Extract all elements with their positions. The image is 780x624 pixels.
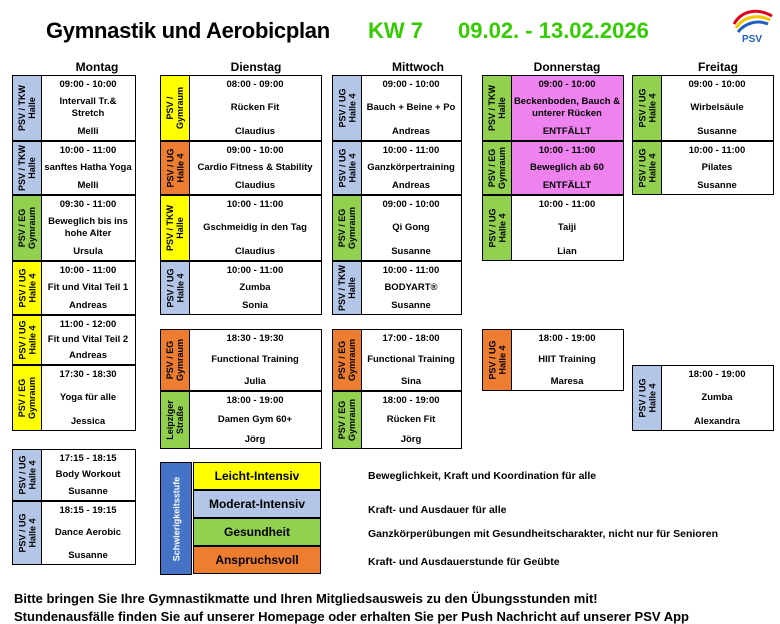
- location-label: PSV / UG Halle 4: [483, 196, 512, 260]
- page-title: Gymnastik und Aerobicplan: [46, 18, 330, 43]
- session-card: [160, 141, 322, 195]
- session-instructor: Andreas: [391, 126, 430, 137]
- session-class: Fit und Vital Teil 1: [47, 282, 129, 293]
- session-time: 09:00 - 10:00: [688, 79, 746, 90]
- session-instructor: Sonia: [242, 300, 268, 311]
- session-time: 10:00 - 11:00: [226, 265, 284, 276]
- location-label: Leipziger Straße: [161, 392, 190, 448]
- session-card: [332, 195, 462, 261]
- legend-desc-moderat: Kraft- und Ausdauer für alle: [368, 504, 507, 516]
- session-instructor: Susanne: [697, 180, 737, 191]
- session-time: 18:00 - 19:00: [226, 395, 284, 406]
- session-class: Rücken Fit: [230, 102, 280, 113]
- location-label: PSV / EG Gymraum: [13, 366, 42, 430]
- session-card: [482, 195, 624, 261]
- location-label: PSV / TKW Halle: [13, 142, 42, 194]
- legend-desc-gesundheit: Ganzkörperübungen mit Gesundheitscharakter, nicht nur für Senioren: [368, 528, 719, 540]
- session-class: Zumba: [239, 282, 271, 293]
- session-class: Yoga für alle: [59, 392, 117, 403]
- day-header-monday: Montag: [75, 60, 119, 74]
- session-class: Pilates: [701, 162, 733, 173]
- session-instructor: Susanne: [391, 246, 431, 257]
- session-instructor: Susanne: [391, 300, 431, 311]
- session-card: [632, 75, 774, 141]
- session-time: 09:00 - 10:00: [382, 199, 440, 210]
- session-instructor: ENTFÄLLT: [542, 180, 592, 191]
- session-time: 09:30 - 11:00: [59, 199, 117, 210]
- session-time: 10:00 - 11:00: [59, 145, 117, 156]
- session-time: 08:00 - 09:00: [226, 79, 284, 90]
- location-label: PSV / EG Gymraum: [333, 392, 362, 448]
- session-class: Qi Gong: [392, 222, 430, 233]
- session-time: 17:30 - 18:30: [59, 369, 117, 380]
- location-label: PSV / EG Gymraum: [483, 142, 512, 194]
- session-time: 09:00 - 10:00: [538, 79, 596, 90]
- session-class: Functional Training: [367, 354, 455, 365]
- session-time: 18:00 - 19:00: [538, 333, 596, 344]
- session-class: sanftes Hatha Yoga: [44, 162, 132, 173]
- session-time: 09:00 - 10:00: [382, 79, 440, 90]
- location-label: PSV / UG Halle 4: [13, 262, 42, 314]
- date-range: 09.02. - 13.02.2026: [458, 18, 649, 43]
- session-card: [12, 365, 136, 431]
- legend-item-leicht: Leicht-Intensiv: [193, 462, 321, 490]
- session-instructor: Claudius: [234, 180, 276, 191]
- session-time: 11:00 - 12:00: [59, 319, 117, 330]
- session-time: 17:00 - 18:00: [382, 333, 440, 344]
- session-time: 10:00 - 11:00: [538, 199, 596, 210]
- session-card: [332, 329, 462, 391]
- session-card: [332, 261, 462, 315]
- session-time: 10:00 - 11:00: [382, 145, 440, 156]
- session-class: Functional Training: [211, 354, 299, 365]
- session-time: 18:00 - 19:00: [382, 395, 440, 406]
- day-header-wednesday: Mittwoch: [392, 60, 444, 74]
- location-label: PSV / TKW Halle: [13, 76, 42, 140]
- session-class: Bauch + Beine + Po: [366, 102, 456, 113]
- session-instructor: Andreas: [391, 180, 430, 191]
- psv-logo: [728, 6, 776, 46]
- location-label: PSV / UG Halle 4: [13, 502, 42, 564]
- session-instructor: ENTFÄLLT: [542, 126, 592, 137]
- session-time: 09:00 - 10:00: [59, 79, 117, 90]
- day-header-tuesday: Dienstag: [230, 60, 282, 74]
- session-class: Beweglich bis ins hohe Alter: [48, 216, 128, 239]
- session-time: 09:00 - 10:00: [226, 145, 284, 156]
- location-label: PSV / UG Halle 4: [13, 316, 42, 364]
- week-number: KW 7: [368, 18, 423, 43]
- session-card: [632, 141, 774, 195]
- location-label: PSV / UG Halle 4: [633, 366, 662, 430]
- location-label: PSV / TKW Halle: [483, 76, 512, 140]
- session-instructor: Melli: [77, 126, 99, 137]
- location-label: PSV / TKW Halle: [333, 262, 362, 314]
- session-time: 10:00 - 11:00: [688, 145, 746, 156]
- legend-item-gesundheit: Gesundheit: [193, 518, 321, 546]
- location-label: PSV / EG Gymraum: [333, 330, 362, 390]
- session-instructor: Ursula: [73, 246, 103, 257]
- session-card: [12, 449, 136, 501]
- location-label: PSV / UG Halle 4: [333, 142, 362, 194]
- session-card: [332, 75, 462, 141]
- session-card: [160, 75, 322, 141]
- legend-desc-leicht: Beweglichkeit, Kraft und Koordination für alle: [368, 470, 597, 482]
- session-instructor: Maresa: [550, 376, 584, 387]
- session-card: [482, 329, 624, 391]
- session-time: 18:00 - 19:00: [688, 369, 746, 380]
- session-card: [482, 75, 624, 141]
- session-instructor: Jörg: [244, 434, 266, 445]
- session-card: [12, 141, 136, 195]
- session-card: [12, 195, 136, 261]
- session-card: [12, 501, 136, 565]
- session-instructor: Julia: [244, 376, 266, 387]
- location-label: PSV / EG Gymraum: [13, 196, 42, 260]
- session-class: Zumba: [701, 392, 733, 403]
- session-time: 17:15 - 18:15: [59, 453, 117, 464]
- session-instructor: Lian: [557, 246, 577, 257]
- day-header-thursday: Donnerstag: [533, 60, 601, 74]
- session-class: Rücken Fit: [386, 414, 436, 425]
- location-label: PSV / TKW Halle: [161, 196, 190, 260]
- session-class: Intervall Tr.& Stretch: [59, 96, 117, 119]
- session-instructor: Susanne: [697, 126, 737, 137]
- session-instructor: Susanne: [68, 550, 108, 561]
- footer-note-cancellations: Stundenausfälle finden Sie auf unserer Homepage oder erhalten Sie per Push Nachricht auf unserer PSV App: [14, 609, 689, 624]
- session-time: 18:30 - 19:30: [226, 333, 284, 344]
- session-card: [12, 261, 136, 315]
- location-label: PSV / UG Halle 4: [333, 76, 362, 140]
- session-card: [160, 391, 322, 449]
- session-instructor: Melli: [77, 180, 99, 191]
- session-card: [332, 391, 462, 449]
- session-card: [482, 141, 624, 195]
- session-class: Gschmeidig in den Tag: [203, 222, 307, 233]
- session-card: [160, 261, 322, 315]
- location-label: PSV / UG Halle 4: [13, 450, 42, 500]
- session-time: 10:00 - 11:00: [538, 145, 596, 156]
- session-instructor: Claudius: [234, 126, 276, 137]
- session-class: Taiji: [557, 222, 577, 233]
- session-time: 10:00 - 11:00: [226, 199, 284, 210]
- session-class: Dance Aerobic: [54, 527, 122, 538]
- session-class: Cardio Fitness & Stability: [197, 162, 313, 173]
- session-class: Ganzkörpertraining: [367, 162, 455, 173]
- session-card: [160, 329, 322, 391]
- location-label: PSV / UG Halle 4: [483, 330, 512, 390]
- session-class: Wirbelsäule: [690, 102, 744, 113]
- footer-note-mat: Bitte bringen Sie Ihre Gymnastikmatte und Ihren Mitgliedsausweis zu den Übungsstunden mit!: [14, 591, 598, 606]
- session-class: BODYART®: [384, 282, 438, 293]
- session-instructor: Susanne: [68, 486, 108, 497]
- session-time: 10:00 - 11:00: [59, 265, 117, 276]
- session-instructor: Sina: [400, 376, 422, 387]
- session-class: Body Workout: [55, 469, 121, 480]
- session-card: [332, 141, 462, 195]
- session-card: [632, 365, 774, 431]
- day-header-friday: Freitag: [697, 60, 738, 74]
- legend-item-anspruchsvoll: Anspruchsvoll: [193, 546, 321, 574]
- session-instructor: Jörg: [400, 434, 422, 445]
- session-class: Fit und Vital Teil 2: [47, 334, 129, 345]
- location-label: PSV / EG Gymraum: [333, 196, 362, 260]
- session-time: 18:15 - 19:15: [59, 505, 117, 516]
- session-card: [160, 195, 322, 261]
- location-label: PSV / Gymraum: [161, 76, 190, 140]
- location-label: PSV / UG Halle 4: [161, 142, 190, 194]
- legend-desc-anspruchsvoll: Kraft- und Ausdauerstunde für Geübte: [368, 556, 560, 568]
- session-card: [12, 315, 136, 365]
- location-label: PSV / UG Halle 4: [633, 142, 662, 194]
- legend-title: Schwierigkeitsstufe: [160, 462, 192, 575]
- location-label: PSV / UG Halle 4: [161, 262, 190, 314]
- session-instructor: Claudius: [234, 246, 276, 257]
- session-card: [12, 75, 136, 141]
- session-class: Damen Gym 60+: [217, 414, 293, 425]
- location-label: PSV / EG Gymraum: [161, 330, 190, 390]
- location-label: PSV / UG Halle 4: [633, 76, 662, 140]
- session-class: HIIT Training: [538, 354, 596, 365]
- session-time: 10:00 - 11:00: [382, 265, 440, 276]
- session-instructor: Andreas: [68, 300, 107, 311]
- legend-item-moderat: Moderat-Intensiv: [193, 490, 321, 518]
- session-instructor: Andreas: [68, 350, 107, 361]
- session-class: Beweglich ab 60: [530, 162, 604, 173]
- svg-text:PSV: PSV: [741, 34, 763, 45]
- session-instructor: Jessica: [70, 416, 106, 427]
- session-class: Beckenboden, Bauch & unterer Rücken: [513, 96, 621, 119]
- session-instructor: Alexandra: [694, 416, 740, 427]
